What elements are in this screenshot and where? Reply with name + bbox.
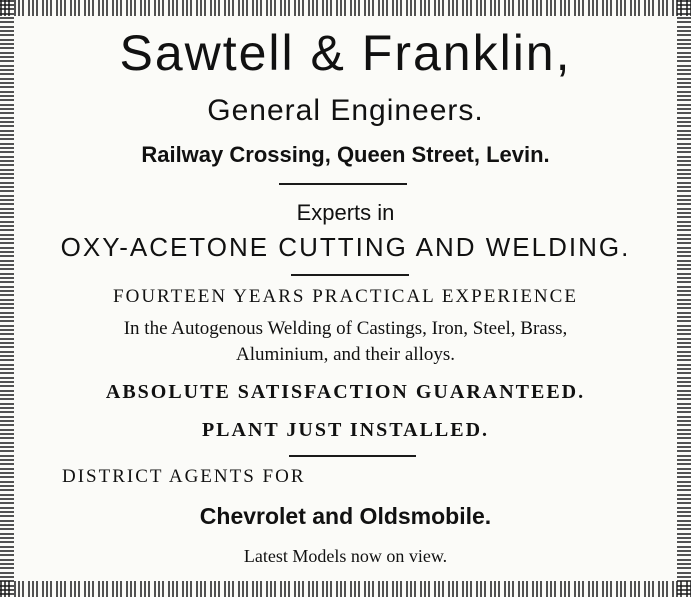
divider-rule: [289, 455, 416, 457]
trade-heading: General Engineers.: [207, 94, 484, 127]
ornamental-border-bottom: [0, 581, 691, 597]
guarantee-line: ABSOLUTE SATISFACTION GUARANTEED.: [105, 381, 586, 403]
experts-in-label: Experts in: [296, 200, 395, 225]
plant-installed-line: PLANT JUST INSTALLED.: [201, 419, 490, 441]
divider-rule: [279, 183, 407, 185]
brands-line: Chevrolet and Oldsmobile.: [199, 503, 492, 529]
welding-description-line: In the Autogenous Welding of Castings, Iron, Steel, Brass,: [123, 318, 568, 339]
experience-line: FOURTEEN YEARS PRACTICAL EXPERIENCE: [113, 286, 578, 307]
firm-name: Sawtell & Franklin,: [119, 25, 572, 81]
latest-models-line: Latest Models now on view.: [243, 546, 448, 566]
address-line: Railway Crossing, Queen Street, Levin.: [141, 142, 550, 167]
divider-rule: [291, 274, 409, 276]
specialty-heading: OXY-ACETONE CUTTING AND WELDING.: [60, 232, 631, 262]
district-agents-label: DISTRICT AGENTS FOR: [62, 466, 306, 487]
ornamental-border-top: [0, 0, 691, 16]
welding-description-line: Aluminium, and their alloys.: [235, 344, 455, 365]
